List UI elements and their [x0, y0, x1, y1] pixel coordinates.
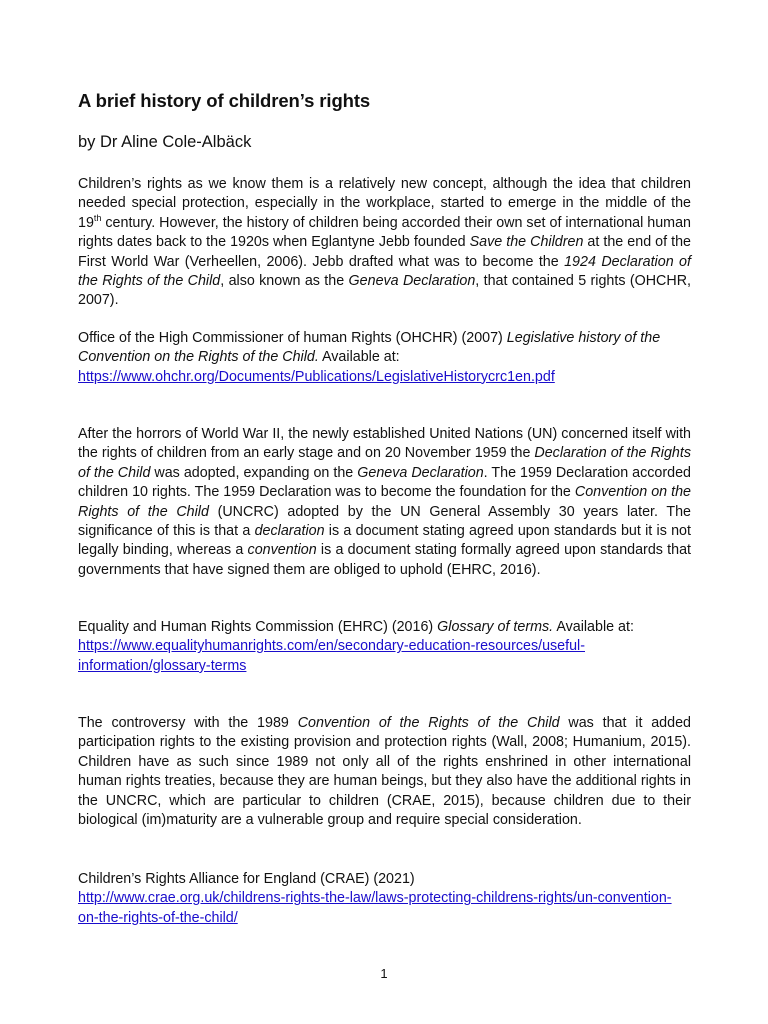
italic-1924-declaration: 1924 Declaration of the Rights of the Child [78, 253, 691, 290]
document-title: A brief history of children’s rights [78, 90, 371, 111]
link-crae[interactable]: http://www.crae.org.uk/childrens-rights-the-law/laws-protecting-childrens-rights/un-convention-on-the-rights-of-the-child/ [78, 890, 672, 926]
page-number: 1 [380, 966, 388, 981]
paragraph-history-origins: Children’s rights as we know them is a relatively new concept, although the idea that children needed special protection, especially in the workplace, started to emerge in the middle of the 19th century. However, the history of children being accorded their own set of international human rights dates back to the 1920s when Eglantyne Jebb founded Save the Children at the end of the First World War (Verheellen, 2006). Jebb drafted what was to become the 1924 Declaration of the Rights of the Child, also known as the Geneva Declaration, that contained 5 rights (OHCHR, 2007). [78, 176, 692, 309]
italic-save-the-children: Save the Children [469, 234, 584, 251]
reference-ehrc: Equality and Human Rights Commission (EHRC) (2016) Glossary of terms. Available at: https://www.equalityhumanrights.com/en/secondary-education-resources/useful-information/glossary-terms [78, 619, 634, 674]
author-byline: by Dr Aline Cole-Albäck [78, 133, 252, 151]
paragraph-uncrc-controversy: The controversy with the 1989 Convention of the Rights of the Child was that it added participation rights to the existing provision and protection rights (Wall, 2008; Humanium, 2015). Children have as such since 1989 not only all of the rights enshrined in other international human rights treaties, because they are human beings, but they also have the additional rights in the UNCRC, which are particular to children (CRAE, 2015), because children due to their biological (im)maturity are a vulnerable group and require special consideration. [78, 715, 691, 829]
reference-ohchr: Office of the High Commissioner of human Rights (OHCHR) (2007) Legislative history of the Convention on the Rights of the Child. Available at: https://www.ohchr.org/Documents/Publications/LegislativeHistorycrc1en.pdf [78, 330, 661, 385]
paragraph-un-declaration: After the horrors of World War II, the newly established United Nations (UN) concerned itself with the rights of children from an early stage and on 20 November 1959 the Declaration of the Rights of the Child was adopted, expanding on the Geneva Declaration. The 1959 Declaration accorded children 10 rights. The 1959 Declaration was to become the foundation for the Convention on the Rights of the Child (UNCRC) adopted by the UN General Assembly 30 years later. The significance of this is that a declaration is a document stating agreed upon standards but it is not legally binding, whereas a convention is a document stating formally agreed upon standards that governments that have signed them are obliged to uphold (EHRC, 2016). [78, 426, 692, 578]
link-ohchr[interactable]: https://www.ohchr.org/Documents/Publications/LegislativeHistorycrc1en.pdf [78, 368, 555, 385]
link-ehrc[interactable]: https://www.equalityhumanrights.com/en/secondary-education-resources/useful-information/glossary-terms [78, 638, 585, 674]
italic-geneva-declaration: Geneva Declaration [348, 273, 476, 290]
reference-crae: Children’s Rights Alliance for England (CRAE) (2021) http://www.crae.org.uk/childrens-rights-the-law/laws-protecting-childrens-rights/un-convention-on-the-rights-of-the-child/ [78, 871, 672, 926]
superscript-th: th [93, 213, 102, 224]
